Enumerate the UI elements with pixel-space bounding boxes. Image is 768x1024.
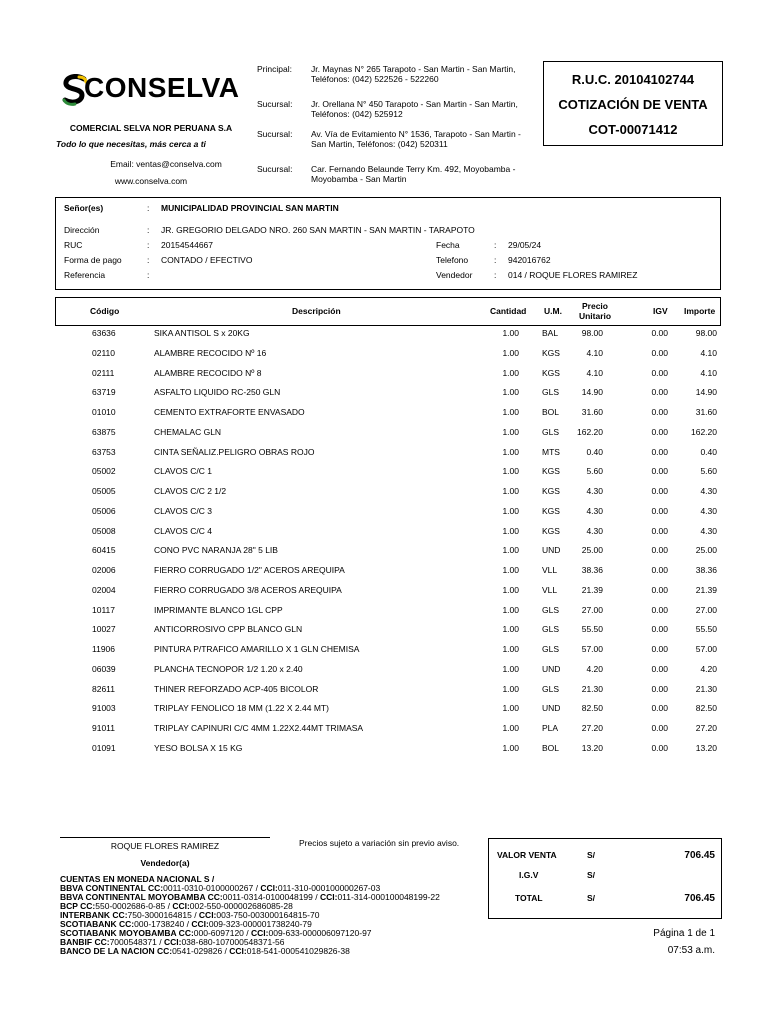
cell-amount: 4.30	[700, 486, 717, 496]
branch-address: Car. Fernando Belaunde Terry Km. 492, Moyobamba - Moyobamba - San Martin	[311, 164, 516, 184]
cell-unit: UND	[542, 545, 561, 556]
table-row	[55, 719, 719, 739]
cell-code: 10117	[92, 604, 116, 615]
cell-unit: KGS	[542, 525, 560, 536]
cell-unit-price: 13.20	[581, 742, 603, 753]
branch-address: Av. Vía de Evitamiento N° 1536, Tarapoto - San Martin - San Martin, Teléfonos: (042) 520311	[311, 129, 521, 149]
separator: /	[184, 919, 192, 929]
valor-venta-label: VALOR VENTA	[497, 850, 557, 860]
igv-label: I.G.V	[519, 870, 539, 880]
ruc-number: R.U.C. 20104102744	[571, 72, 695, 87]
brand-name: CONSELVA	[84, 72, 240, 103]
table-row	[55, 620, 719, 640]
separator: /	[312, 892, 320, 902]
cell-quantity: 1.00	[502, 624, 519, 635]
cell-code: 63753	[92, 446, 116, 457]
cell-quantity: 1.00	[502, 367, 519, 378]
cell-unit: GLS	[542, 683, 560, 694]
cell-code: 05008	[92, 525, 116, 536]
client-info-box	[55, 197, 721, 290]
vendedor-value: 014 / ROQUE FLORES RAMIREZ	[508, 270, 638, 280]
cci-label: CCI:	[229, 946, 247, 956]
branch-label: Principal:	[257, 64, 292, 74]
cell-amount: 98.00	[695, 328, 717, 338]
cell-igv: 0.00	[651, 446, 668, 457]
cell-description: CONO PVC NARANJA 28" 5 LIB	[154, 545, 278, 556]
cell-quantity: 1.00	[502, 426, 519, 437]
price-notice: Precios sujeto a variación sin previo aviso.	[299, 838, 460, 848]
pago-value: CONTADO / EFECTIVO	[161, 255, 253, 265]
table-row	[55, 660, 719, 680]
cell-amount: 21.39	[695, 584, 717, 595]
table-row	[55, 364, 719, 384]
cell-description: CINTA SEÑALIZ.PELIGRO OBRAS ROJO	[154, 446, 315, 457]
col-header-precio: Precio	[582, 301, 608, 311]
cell-quantity: 1.00	[502, 328, 519, 338]
cell-unit: VLL	[542, 584, 558, 595]
account-cc: 0011-0310-0100000267	[163, 883, 254, 893]
account-cc: 550-0002686-0-85	[95, 901, 166, 911]
account-cci: 011-314-000100048199-22	[337, 892, 440, 902]
cci-label: CCI:	[260, 883, 278, 893]
cell-code: 01091	[92, 742, 116, 753]
cell-description: CLAVOS C/C 1	[154, 466, 212, 477]
account-cci: 003-750-003000164815-70	[216, 910, 320, 920]
cci-label: CCI:	[163, 937, 182, 947]
cell-unit-price: 4.30	[586, 486, 603, 496]
account-cci: 018-541-000541029826-38	[246, 946, 350, 956]
cell-quantity: 1.00	[502, 604, 519, 615]
cell-unit: PLA	[542, 723, 559, 733]
cci-label: CCI:	[251, 928, 269, 938]
currency: S/	[587, 850, 596, 860]
cell-description: CLAVOS C/C 4	[154, 525, 212, 536]
cell-code: 02004	[92, 584, 116, 595]
cell-quantity: 1.00	[502, 742, 519, 753]
separator: /	[243, 928, 251, 938]
cell-unit-price: 27.20	[581, 723, 603, 733]
cell-amount: 21.30	[695, 683, 717, 694]
cell-quantity: 1.00	[502, 407, 519, 417]
cell-quantity: 1.00	[502, 387, 519, 398]
branch-label: Sucursal:	[257, 99, 293, 109]
signature-line	[60, 837, 270, 838]
separator: /	[253, 883, 261, 893]
colon: :	[494, 270, 497, 280]
table-row	[55, 640, 719, 660]
cell-description: TRIPLAY CAPINURI C/C 4MM 1.22X2.44MT TRIMASA	[154, 723, 364, 733]
cell-quantity: 1.00	[502, 525, 519, 536]
telefono-label: Telefono	[436, 255, 469, 265]
table-row	[55, 403, 719, 423]
cell-amount: 82.50	[695, 703, 717, 714]
table-row	[55, 522, 719, 542]
table-row	[55, 561, 719, 581]
total-label: TOTAL	[515, 893, 543, 903]
cell-code: 02110	[92, 347, 116, 358]
cell-amount: 5.60	[700, 466, 717, 477]
cell-unit-price: 27.00	[581, 604, 603, 615]
cell-code: 05005	[92, 486, 116, 496]
cell-unit: GLS	[542, 604, 560, 615]
table-row	[55, 541, 719, 561]
account-cc: 750-3000164815	[127, 910, 192, 920]
cell-amount: 4.30	[700, 525, 717, 536]
vendedor-label: Vendedor	[436, 270, 473, 280]
cell-igv: 0.00	[651, 466, 668, 477]
cell-unit-price: 31.60	[581, 407, 603, 417]
direccion-value: JR. GREGORIO DELGADO NRO. 260 SAN MARTIN - SAN MARTIN - TARAPOTO	[161, 225, 475, 235]
colon: :	[147, 270, 150, 280]
cell-unit: KGS	[542, 347, 560, 358]
cell-unit: GLS	[542, 426, 560, 437]
table-row	[55, 601, 719, 621]
cell-description: IMPRIMANTE BLANCO 1GL CPP	[154, 604, 283, 615]
cell-igv: 0.00	[651, 407, 668, 417]
document-number: COT-00071412	[588, 122, 678, 137]
cell-igv: 0.00	[651, 644, 668, 654]
cell-description: CLAVOS C/C 2 1/2	[154, 486, 227, 496]
table-header	[55, 297, 721, 326]
total-value: 706.45	[684, 893, 715, 904]
cell-unit: GLS	[542, 644, 560, 654]
cell-amount: 4.10	[700, 367, 717, 378]
cell-code: 05006	[92, 505, 116, 516]
table-row	[55, 383, 719, 403]
cell-unit-price: 0.40	[586, 446, 603, 457]
account-cci: 038-680-107000548371-56	[181, 937, 285, 947]
account-cc: 0011-0314-0100048199	[222, 892, 313, 902]
cell-code: 63719	[92, 387, 116, 398]
cell-unit-price: 4.30	[586, 505, 603, 516]
col-header-codigo: Código	[90, 306, 120, 316]
col-header-unitario: Unitario	[578, 311, 612, 321]
branch-label: Sucursal:	[257, 164, 293, 174]
cell-quantity: 1.00	[502, 466, 519, 477]
cell-code: 06039	[92, 663, 116, 674]
cell-igv: 0.00	[651, 624, 668, 635]
cell-amount: 25.00	[695, 545, 717, 556]
cell-igv: 0.00	[651, 347, 668, 358]
bank-name: BCP CC:	[60, 901, 96, 911]
seller-name: ROQUE FLORES RAMIREZ	[110, 841, 220, 851]
cell-unit-price: 38.36	[581, 565, 603, 575]
cell-igv: 0.00	[651, 565, 668, 575]
cell-quantity: 1.00	[502, 723, 519, 733]
colon: :	[147, 203, 150, 213]
company-name: COMERCIAL SELVA NOR PERUANA S.A	[69, 123, 233, 133]
cell-unit-price: 4.30	[586, 525, 603, 536]
cell-code: 91003	[92, 703, 116, 714]
colon: :	[494, 255, 497, 265]
cell-amount: 0.40	[700, 446, 717, 457]
referencia-label: Referencia	[64, 270, 106, 280]
currency: S/	[587, 870, 596, 880]
cell-description: CHEMALAC GLN	[154, 426, 222, 437]
ruc-box	[543, 61, 723, 146]
cell-amount: 27.20	[695, 723, 717, 733]
table-row	[55, 581, 719, 601]
bank-account-line	[60, 947, 350, 956]
page-number: Página 1 de 1	[653, 928, 715, 939]
table-row	[55, 443, 719, 463]
table-row	[55, 699, 719, 719]
cell-unit-price: 82.50	[581, 703, 603, 714]
cell-code: 91011	[92, 723, 116, 733]
cell-unit: VLL	[542, 565, 558, 575]
cci-label: CCI:	[191, 919, 209, 929]
direccion-label: Dirección	[64, 225, 100, 235]
cell-description: ALAMBRE RECOCIDO Nº 8	[154, 367, 262, 378]
cell-unit: GLS	[542, 624, 560, 635]
senor-label: Señor(es)	[64, 203, 104, 213]
account-cc: 0541-029826	[172, 946, 223, 956]
cell-unit-price: 25.00	[581, 545, 603, 556]
cell-igv: 0.00	[651, 426, 668, 437]
bank-name: SCOTIABANK CC:	[60, 919, 135, 929]
cell-quantity: 1.00	[502, 683, 519, 694]
bank-name: BANCO DE LA NACION CC:	[60, 946, 173, 956]
cell-amount: 27.00	[695, 604, 717, 615]
bank-name: BBVA CONTINENTAL MOYOBAMBA CC:	[60, 892, 223, 902]
cell-unit-price: 21.30	[581, 683, 603, 694]
cell-unit: BAL	[542, 328, 559, 338]
accounts-title: CUENTAS EN MONEDA NACIONAL S /	[60, 874, 215, 884]
colon: :	[494, 240, 497, 250]
separator: /	[191, 910, 199, 920]
cell-description: TRIPLAY FENOLICO 18 MM (1.22 X 2.44 MT)	[154, 703, 329, 714]
account-cci: 009-323-000001738240-79	[208, 919, 312, 929]
table-row	[55, 344, 719, 364]
cell-code: 63875	[92, 426, 116, 437]
separator: /	[165, 901, 173, 911]
cell-description: ASFALTO LIQUIDO RC-250 GLN	[154, 387, 281, 398]
cell-description: PLANCHA TECNOPOR 1/2 1.20 x 2.40	[154, 663, 303, 674]
telefono-value: 942016762	[508, 255, 551, 265]
cell-code: 02111	[92, 367, 115, 378]
cell-code: 05002	[92, 466, 116, 477]
cell-igv: 0.00	[651, 545, 668, 556]
cell-quantity: 1.00	[502, 703, 519, 714]
cell-quantity: 1.00	[502, 545, 519, 556]
cci-label: CCI:	[319, 892, 338, 902]
cell-unit: KGS	[542, 367, 560, 378]
cell-amount: 4.10	[700, 347, 717, 358]
cell-quantity: 1.00	[502, 663, 519, 674]
pago-label: Forma de pago	[64, 255, 122, 265]
col-header-importe: Importe	[684, 306, 716, 316]
print-time: 07:53 a.m.	[667, 945, 715, 956]
bank-name: INTERBANK CC:	[60, 910, 128, 920]
cell-igv: 0.00	[651, 525, 668, 536]
branch-label: Sucursal:	[257, 129, 293, 139]
cell-amount: 4.30	[700, 505, 717, 516]
cell-description: ALAMBRE RECOCIDO Nº 16	[154, 347, 267, 358]
company-logo	[62, 74, 242, 106]
cell-unit-price: 4.10	[586, 367, 603, 378]
cell-unit: KGS	[542, 486, 560, 496]
cell-unit-price: 57.00	[581, 644, 603, 654]
cell-amount: 14.90	[695, 387, 717, 398]
cell-igv: 0.00	[651, 723, 668, 733]
separator: /	[222, 946, 230, 956]
cell-quantity: 1.00	[502, 347, 519, 358]
cell-igv: 0.00	[651, 683, 668, 694]
col-header-cantidad: Cantidad	[490, 306, 527, 316]
cell-amount: 4.20	[700, 663, 717, 674]
bank-name: SCOTIABANK MOYOBAMBA CC:	[60, 928, 194, 938]
cell-unit-price: 55.50	[581, 624, 603, 635]
fecha-label: Fecha	[436, 240, 460, 250]
table-row	[55, 739, 719, 759]
cell-quantity: 1.00	[502, 644, 519, 654]
cell-code: 63636	[92, 328, 116, 338]
cell-unit: BOL	[542, 407, 560, 417]
bank-name: BBVA CONTINENTAL CC:	[60, 883, 164, 893]
cell-quantity: 1.00	[502, 446, 519, 457]
cell-description: CLAVOS C/C 3	[154, 505, 212, 516]
cell-description: ANTICORROSIVO CPP BLANCO GLN	[154, 624, 303, 635]
table-row	[55, 462, 719, 482]
cci-label: CCI:	[198, 910, 217, 920]
cell-igv: 0.00	[651, 367, 668, 378]
cell-unit: KGS	[542, 466, 560, 477]
email: Email: ventas@conselva.com	[110, 159, 222, 169]
cell-igv: 0.00	[651, 742, 668, 753]
cell-igv: 0.00	[651, 505, 668, 516]
senor-value: MUNICIPALIDAD PROVINCIAL SAN MARTIN	[161, 203, 339, 213]
table-row	[55, 502, 719, 522]
cell-igv: 0.00	[651, 328, 668, 338]
cell-amount: 55.50	[695, 624, 717, 635]
ruc-value: 20154544667	[161, 240, 214, 250]
slogan: Todo lo que necesitas, más cerca a ti	[56, 139, 206, 149]
cell-unit-price: 98.00	[581, 328, 603, 338]
fecha-value: 29/05/24	[508, 240, 542, 250]
cell-code: 82611	[92, 683, 116, 694]
colon: :	[147, 240, 150, 250]
cell-description: CEMENTO EXTRAFORTE ENVASADO	[154, 407, 305, 417]
cell-unit-price: 4.10	[586, 347, 603, 358]
cell-igv: 0.00	[651, 584, 668, 595]
table-row	[55, 482, 719, 502]
valor-venta-value: 706.45	[684, 850, 715, 861]
colon: :	[147, 255, 150, 265]
website: www.conselva.com	[114, 176, 188, 186]
cell-code: 60415	[92, 545, 116, 556]
cell-amount: 13.20	[695, 742, 717, 753]
col-header-igv: IGV	[653, 306, 668, 316]
account-cc: 7000548371	[109, 937, 157, 947]
account-cc: 000-6097120	[193, 928, 244, 938]
table-row	[55, 680, 719, 700]
account-cci: 009-633-000006097120-97	[268, 928, 372, 938]
cell-amount: 31.60	[695, 407, 717, 417]
cell-description: YESO BOLSA X 15 KG	[154, 742, 243, 753]
cci-label: CCI:	[172, 901, 190, 911]
col-header-descripcion: Descripción	[292, 306, 341, 316]
cell-quantity: 1.00	[502, 486, 519, 496]
colon: :	[147, 225, 150, 235]
bank-name: BANBIF CC:	[60, 937, 110, 947]
cell-description: FIERRO CORRUGADO 3/8 ACEROS AREQUIPA	[154, 584, 342, 595]
cell-unit-price: 162.20	[577, 426, 603, 437]
cell-description: SIKA ANTISOL S x 20KG	[154, 328, 250, 338]
cell-igv: 0.00	[651, 604, 668, 615]
cell-unit: UND	[542, 663, 561, 674]
cell-unit: MTS	[542, 446, 560, 457]
cell-amount: 162.20	[691, 426, 717, 437]
cell-igv: 0.00	[651, 387, 668, 398]
cell-unit-price: 14.90	[581, 387, 603, 398]
cell-igv: 0.00	[651, 703, 668, 714]
branch-address: Jr. Orellana N° 450 Tarapoto - San Martin - San Martin, Teléfonos: (042) 525912	[311, 99, 518, 119]
cell-quantity: 1.00	[502, 584, 519, 595]
cell-unit: UND	[542, 703, 561, 714]
document-type: COTIZACIÓN DE VENTA	[558, 97, 708, 112]
cell-unit: GLS	[542, 387, 560, 398]
seller-label: Vendedor(a)	[140, 858, 190, 868]
cell-quantity: 1.00	[502, 505, 519, 516]
cell-igv: 0.00	[651, 663, 668, 674]
table-row	[55, 324, 719, 344]
cell-code: 10027	[92, 624, 116, 635]
ruc-label: RUC	[64, 240, 83, 250]
account-cc: 000-1738240	[134, 919, 185, 929]
cell-description: PINTURA P/TRAFICO AMARILLO X 1 GLN CHEMISA	[154, 644, 360, 654]
cell-unit-price: 5.60	[586, 466, 603, 477]
cell-unit-price: 21.39	[581, 584, 603, 595]
cell-unit: BOL	[542, 742, 560, 753]
account-cci: 011-310-000100000267-03	[277, 883, 381, 893]
cell-description: FIERRO CORRUGADO 1/2" ACEROS AREQUIPA	[154, 565, 345, 575]
cell-code: 11906	[92, 644, 116, 654]
cell-amount: 57.00	[695, 644, 717, 654]
account-cci: 002-550-000002686085-28	[189, 901, 293, 911]
col-header-um: U.M.	[544, 306, 562, 316]
cell-unit-price: 4.20	[586, 663, 603, 674]
cell-unit: KGS	[542, 505, 560, 516]
cell-amount: 38.36	[695, 565, 717, 575]
branch-address: Jr. Maynas N° 265 Tarapoto - San Martin - San Martin, Teléfonos: (042) 522526 - 522260	[311, 64, 516, 84]
separator: /	[156, 937, 164, 947]
cell-code: 02006	[92, 565, 116, 575]
cell-igv: 0.00	[651, 486, 668, 496]
cell-code: 01010	[92, 407, 116, 417]
currency: S/	[587, 893, 596, 903]
totals-box	[488, 838, 722, 919]
cell-description: THINER REFORZADO ACP-405 BICOLOR	[154, 683, 319, 694]
table-row	[55, 423, 719, 443]
cell-quantity: 1.00	[502, 565, 519, 575]
